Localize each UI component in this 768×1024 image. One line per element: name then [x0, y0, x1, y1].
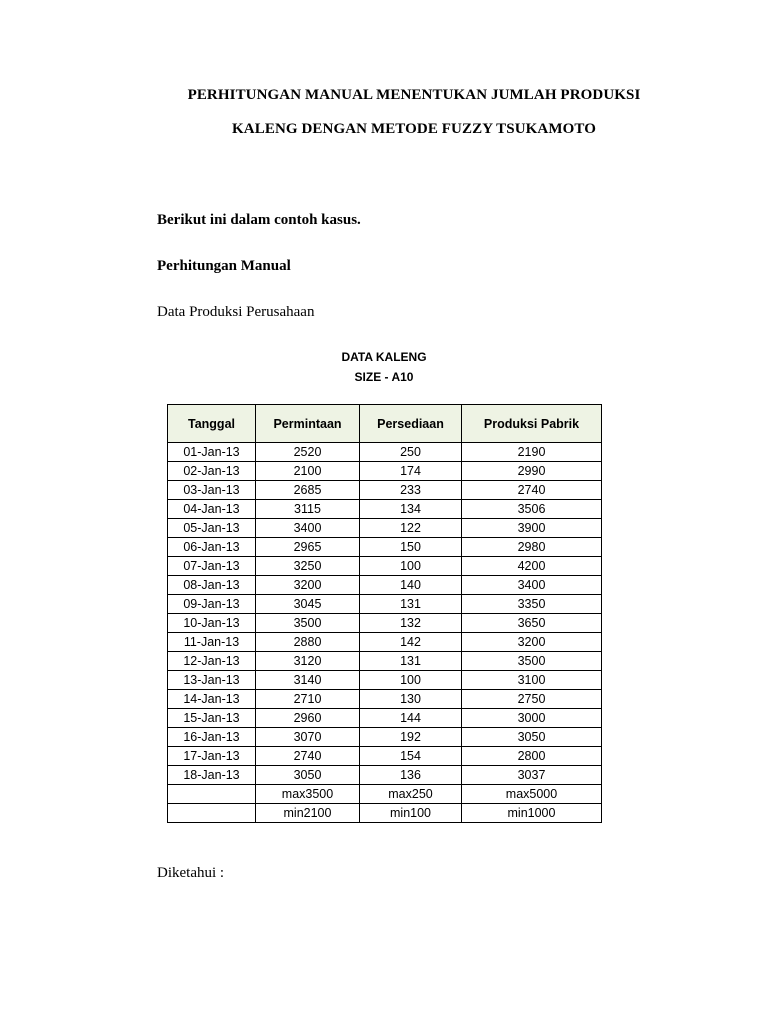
table-header-row: [168, 405, 602, 443]
table-cell: 08-Jan-13: [168, 576, 256, 595]
table-row: [168, 576, 602, 595]
table-cell: 07-Jan-13: [168, 557, 256, 576]
table-cell: min2100: [256, 804, 360, 823]
known-label: Diketahui :: [157, 865, 225, 881]
table-row: [168, 519, 602, 538]
table-cell: 17-Jan-13: [168, 747, 256, 766]
table-cell: 3900: [462, 519, 602, 538]
table-cell: 3506: [462, 500, 602, 519]
table-cell: min100: [360, 804, 462, 823]
table-cell: 14-Jan-13: [168, 690, 256, 709]
table-cell: 2880: [256, 633, 360, 652]
table-cell: 12-Jan-13: [168, 652, 256, 671]
production-data-table: [167, 404, 602, 823]
table-row: [168, 652, 602, 671]
table-cell: 3350: [462, 595, 602, 614]
table-row: [168, 595, 602, 614]
table-cell: 174: [360, 462, 462, 481]
table-row: [168, 766, 602, 785]
table-cell: 09-Jan-13: [168, 595, 256, 614]
table-row: [168, 747, 602, 766]
table-cell: 3200: [256, 576, 360, 595]
table-cell: min1000: [462, 804, 602, 823]
table-row: [168, 804, 602, 823]
table-cell: 154: [360, 747, 462, 766]
table-cell: 136: [360, 766, 462, 785]
table-row: [168, 633, 602, 652]
table-cell: 3140: [256, 671, 360, 690]
table-cell: 3115: [256, 500, 360, 519]
table-cell: 2980: [462, 538, 602, 557]
table-cell: 2520: [256, 443, 360, 462]
table-row: [168, 671, 602, 690]
table-cell: 100: [360, 557, 462, 576]
table-row: [168, 557, 602, 576]
table-cell: 15-Jan-13: [168, 709, 256, 728]
table-cell: max250: [360, 785, 462, 804]
table-row: [168, 481, 602, 500]
table-cell: 233: [360, 481, 462, 500]
table-cell: 3500: [462, 652, 602, 671]
table-cell: 05-Jan-13: [168, 519, 256, 538]
table-cell: 2100: [256, 462, 360, 481]
table-cell: [168, 804, 256, 823]
table-cell: 142: [360, 633, 462, 652]
table-row: [168, 785, 602, 804]
table-row: [168, 500, 602, 519]
table-cell: 150: [360, 538, 462, 557]
document-title-line-1: PERHITUNGAN MANUAL MENENTUKAN JUMLAH PRODUKSI: [187, 87, 641, 103]
column-header: Permintaan: [256, 405, 360, 443]
table-cell: 3000: [462, 709, 602, 728]
table-cell: 144: [360, 709, 462, 728]
column-header: Tanggal: [168, 405, 256, 443]
table-cell: 2990: [462, 462, 602, 481]
table-row: [168, 728, 602, 747]
table-row: [168, 538, 602, 557]
table-cell: 130: [360, 690, 462, 709]
table-cell: 3200: [462, 633, 602, 652]
table-cell: 3070: [256, 728, 360, 747]
table-cell: 134: [360, 500, 462, 519]
table-row: [168, 614, 602, 633]
table-cell: 11-Jan-13: [168, 633, 256, 652]
table-row: [168, 443, 602, 462]
table-cell: 2750: [462, 690, 602, 709]
table-cell: 4200: [462, 557, 602, 576]
table-cell: 2740: [462, 481, 602, 500]
table-row: [168, 709, 602, 728]
table-cell: 3050: [462, 728, 602, 747]
table-caption-title: DATA KALENG: [341, 350, 427, 364]
table-cell: 3500: [256, 614, 360, 633]
table-cell: 2685: [256, 481, 360, 500]
table-cell: 132: [360, 614, 462, 633]
intro-paragraph: Berikut ini dalam contoh kasus.: [157, 212, 361, 228]
table-cell: 131: [360, 652, 462, 671]
section-heading: Perhitungan Manual: [157, 258, 291, 274]
table-cell: 192: [360, 728, 462, 747]
table-cell: 01-Jan-13: [168, 443, 256, 462]
table-cell: 250: [360, 443, 462, 462]
table-cell: 16-Jan-13: [168, 728, 256, 747]
table-row: [168, 690, 602, 709]
table-cell: 3400: [256, 519, 360, 538]
table-caption-size: SIZE - A10: [354, 370, 414, 384]
document-title-line-2: KALENG DENGAN METODE FUZZY TSUKAMOTO: [232, 121, 596, 137]
table-row: [168, 462, 602, 481]
table-cell: 3400: [462, 576, 602, 595]
table-cell: 3100: [462, 671, 602, 690]
table-cell: 06-Jan-13: [168, 538, 256, 557]
table-header: [168, 405, 602, 443]
table-cell: max3500: [256, 785, 360, 804]
table-cell: 122: [360, 519, 462, 538]
table-cell: max5000: [462, 785, 602, 804]
table-cell: 3250: [256, 557, 360, 576]
table-cell: 100: [360, 671, 462, 690]
table-cell: 02-Jan-13: [168, 462, 256, 481]
table-cell: 2740: [256, 747, 360, 766]
table-cell: 10-Jan-13: [168, 614, 256, 633]
data-label: Data Produksi Perusahaan: [157, 304, 315, 320]
table-cell: 3650: [462, 614, 602, 633]
column-header: Produksi Pabrik: [462, 405, 602, 443]
table-cell: 2965: [256, 538, 360, 557]
table-cell: 140: [360, 576, 462, 595]
table-cell: 131: [360, 595, 462, 614]
table-body: [168, 443, 602, 823]
table-cell: 2960: [256, 709, 360, 728]
table-cell: 13-Jan-13: [168, 671, 256, 690]
table-cell: 2190: [462, 443, 602, 462]
column-header: Persediaan: [360, 405, 462, 443]
table-cell: 2710: [256, 690, 360, 709]
table-cell: 04-Jan-13: [168, 500, 256, 519]
table-cell: 18-Jan-13: [168, 766, 256, 785]
table-cell: 3037: [462, 766, 602, 785]
table-cell: 03-Jan-13: [168, 481, 256, 500]
table-cell: 3050: [256, 766, 360, 785]
table-cell: [168, 785, 256, 804]
table-cell: 2800: [462, 747, 602, 766]
table-cell: 3120: [256, 652, 360, 671]
table-cell: 3045: [256, 595, 360, 614]
